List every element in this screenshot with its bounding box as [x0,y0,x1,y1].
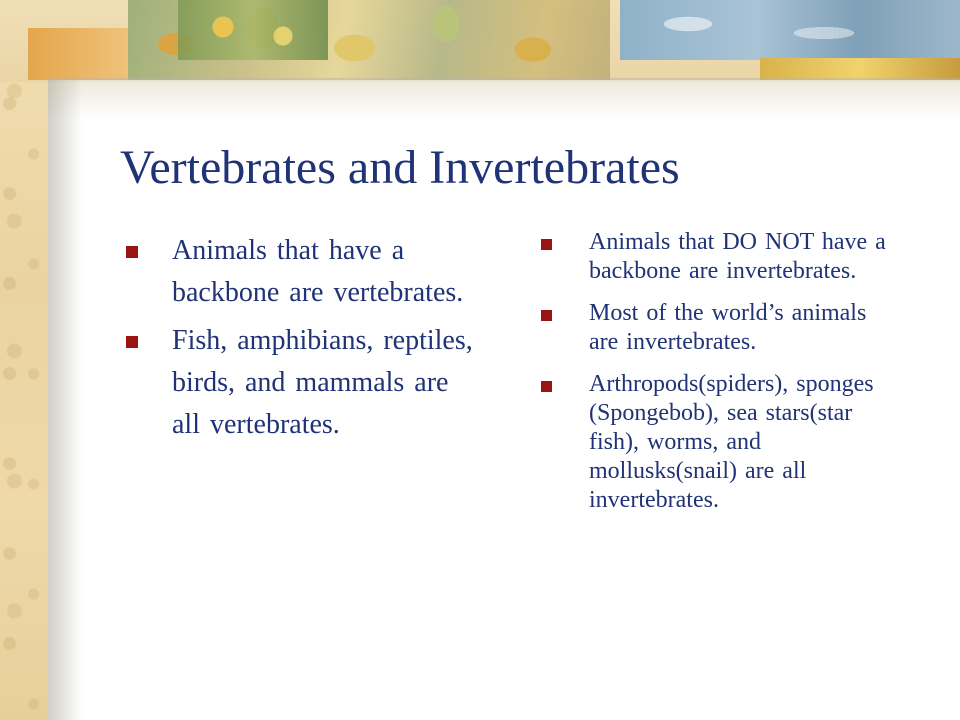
square-bullet-icon [541,239,552,250]
square-bullet-icon [541,381,552,392]
parchment-border [0,0,48,720]
bullet-text: Arthropods(spiders), sponges (Spongebob), sea stars(star fish), worms, and mollusks(snail) are all invertebrates. [589,371,874,513]
square-bullet-icon [126,246,138,258]
page-shadow [48,80,82,720]
banner-photo-gold [760,58,960,80]
banner-fade [48,80,960,120]
banner-photo-flowers [178,0,328,60]
list-item [541,370,901,515]
list-item [541,228,901,286]
square-bullet-icon [541,310,552,321]
bullet-text: Animals that have a backbone are vertebrates. [172,235,464,308]
banner-photo-orange [28,28,128,80]
banner-photo-water [620,0,960,60]
bullet-text: Animals that DO NOT have a backbone are invertebrates. [589,229,886,284]
left-bullet-list [126,230,476,452]
square-bullet-icon [126,336,138,348]
list-item [126,320,476,446]
list-item [541,299,901,357]
bullet-text: Most of the world’s animals are invertebrates. [589,300,867,355]
bullet-text: Fish, amphibians, reptiles, birds, and mammals are all vertebrates. [172,325,473,440]
right-bullet-list [541,228,901,528]
slide-title: Vertebrates and Invertebrates [120,141,680,194]
photo-banner [0,0,960,82]
list-item [126,230,476,314]
